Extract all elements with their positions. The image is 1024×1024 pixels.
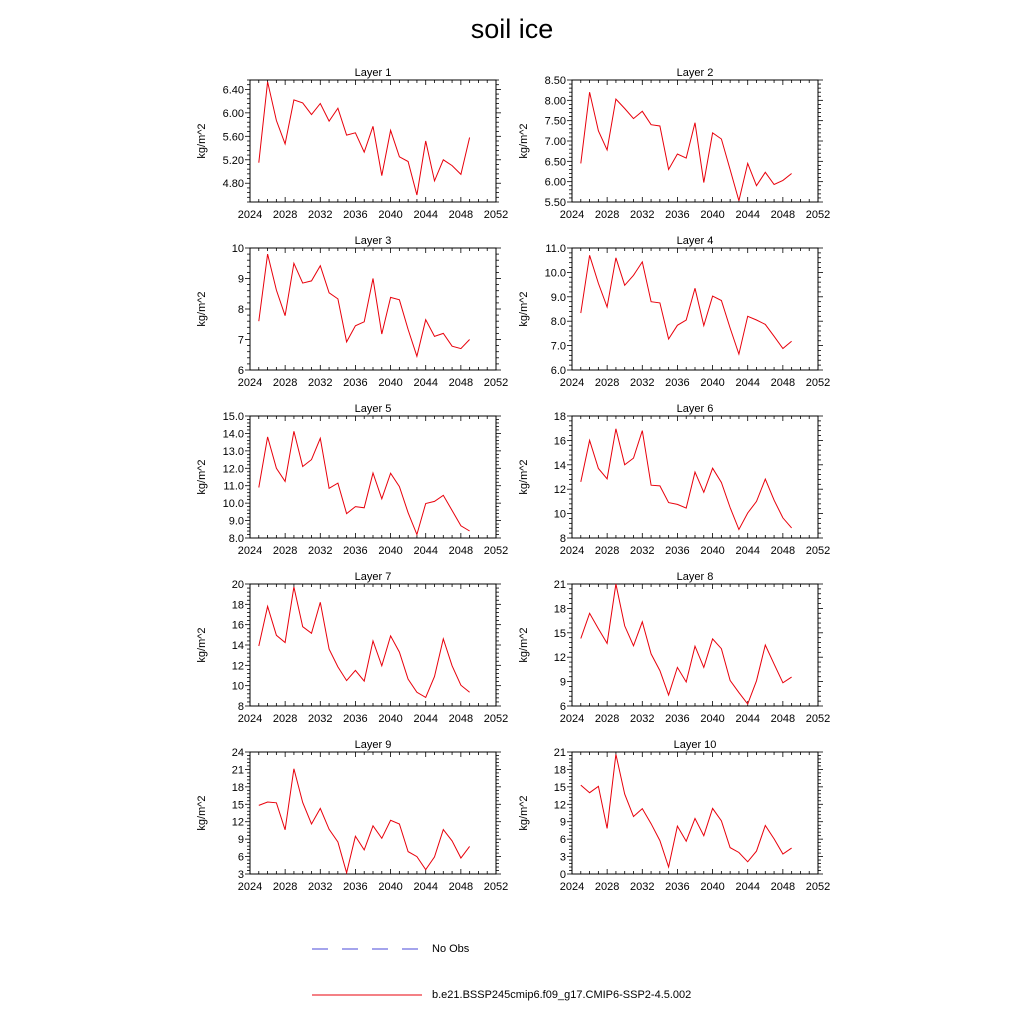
x-tick-label: 2028 [594,209,620,221]
x-tick-label: 2048 [770,377,796,389]
x-tick-label: 2024 [237,377,263,389]
y-axis-label: kg/m^2 [518,795,530,831]
y-tick-label: 9.0 [550,291,566,304]
y-tick-label: 8.00 [544,95,566,108]
x-tick-label: 2040 [378,377,403,389]
x-tick-label: 2044 [413,881,438,893]
y-tick-label: 18 [553,603,566,616]
x-tick-label: 2032 [630,713,655,725]
y-tick-label: 21 [553,579,566,591]
x-tick-label: 2028 [594,545,620,557]
x-tick-label: 2044 [413,377,438,389]
y-tick-label: 6.00 [222,107,244,120]
x-tick-label: 2052 [483,209,509,221]
panel-7 [196,571,508,725]
x-tick-label: 2028 [594,713,620,725]
series-line [259,587,470,697]
y-tick-label: 8 [237,304,244,316]
x-tick-label: 2024 [559,713,585,725]
y-axis-label: kg/m^2 [518,123,530,159]
y-axis-label: kg/m^2 [518,291,530,327]
y-tick-label: 10 [553,508,566,521]
x-tick-label: 2052 [483,881,509,893]
panel-title: Layer 10 [673,739,717,751]
y-tick-label: 6 [237,851,244,864]
panel-3 [196,235,508,389]
y-tick-label: 10 [231,243,244,255]
y-tick-label: 7.50 [544,115,566,128]
x-tick-label: 2036 [343,713,368,725]
panel-6 [518,403,830,557]
panel-1 [196,67,508,221]
y-tick-label: 9.0 [228,515,244,528]
y-tick-label: 12 [553,799,566,812]
y-tick-label: 14 [553,459,566,472]
x-tick-label: 2048 [770,545,796,557]
y-axis-label: kg/m^2 [518,459,530,495]
y-tick-label: 3 [237,869,244,881]
plot-frame [250,752,496,874]
panel-10 [518,739,830,893]
legend-obs-label: No Obs [432,943,470,955]
x-tick-label: 2044 [413,545,438,557]
x-tick-label: 2036 [343,209,368,221]
plot-frame [250,416,496,538]
x-tick-label: 2048 [770,713,796,725]
x-tick-label: 2032 [308,377,333,389]
x-tick-label: 2048 [448,881,474,893]
x-tick-label: 2024 [237,209,263,221]
x-tick-label: 2036 [665,377,690,389]
x-tick-label: 2052 [805,545,831,557]
y-tick-label: 12 [553,652,566,665]
panel-4 [518,235,830,389]
y-tick-label: 9 [559,816,566,829]
y-tick-label: 14.0 [222,428,244,441]
panel-title: Layer 3 [354,235,392,247]
y-tick-label: 16 [231,619,244,632]
x-tick-label: 2040 [700,377,725,389]
x-tick-label: 2036 [665,209,690,221]
y-tick-label: 10 [231,680,244,693]
y-tick-label: 24 [231,747,244,759]
x-tick-label: 2032 [630,881,655,893]
x-tick-label: 2040 [378,713,403,725]
y-tick-label: 11.0 [545,243,566,255]
x-tick-label: 2028 [594,881,620,893]
x-tick-label: 2032 [308,545,333,557]
x-tick-label: 2052 [483,545,509,557]
x-tick-label: 2048 [770,209,796,221]
x-tick-label: 2024 [559,545,585,557]
panel-title: Layer 1 [354,67,392,79]
plot-frame [572,416,818,538]
y-tick-label: 12 [231,660,244,673]
x-tick-label: 2028 [272,209,298,221]
y-axis-label: kg/m^2 [196,627,208,663]
panel-2 [518,67,830,221]
x-tick-label: 2040 [378,209,403,221]
x-tick-label: 2044 [735,713,760,725]
y-tick-label: 8.0 [550,316,566,329]
panel-title: Layer 6 [676,403,714,415]
x-tick-label: 2040 [378,881,403,893]
y-tick-label: 15 [231,799,244,812]
y-tick-label: 15 [553,781,566,794]
series-line [581,754,792,867]
y-tick-label: 12.0 [222,463,244,476]
y-axis-label: kg/m^2 [196,123,208,159]
y-tick-label: 20 [231,579,244,591]
y-tick-label: 0 [559,869,566,881]
panel-title: Layer 5 [354,403,392,415]
series-line [581,584,792,704]
x-tick-label: 2044 [735,377,760,389]
series-line [259,769,470,873]
x-tick-label: 2052 [805,881,831,893]
y-tick-label: 10.0 [222,498,244,511]
x-tick-label: 2024 [237,713,263,725]
x-tick-label: 2028 [272,545,298,557]
x-tick-label: 2044 [413,713,438,725]
y-tick-label: 18 [231,781,244,794]
x-tick-label: 2048 [448,545,474,557]
y-tick-label: 6.0 [550,365,566,377]
y-tick-label: 6.00 [544,176,566,189]
x-tick-label: 2052 [483,377,509,389]
x-tick-label: 2040 [700,545,725,557]
y-tick-label: 18 [553,411,566,423]
x-tick-label: 2040 [700,209,725,221]
y-tick-label: 18 [553,764,566,777]
series-line [581,429,792,530]
panel-title: Layer 2 [676,67,714,79]
x-tick-label: 2048 [448,209,474,221]
x-tick-label: 2032 [630,377,655,389]
y-tick-label: 8.0 [228,533,244,545]
x-tick-label: 2028 [272,377,298,389]
y-axis-label: kg/m^2 [196,459,208,495]
y-tick-label: 12 [553,484,566,497]
y-tick-label: 18 [231,599,244,612]
legend-obs-swatch [312,944,422,954]
x-tick-label: 2048 [770,881,796,893]
y-tick-label: 5.60 [222,131,244,144]
y-axis-label: kg/m^2 [518,627,530,663]
panel-title: Layer 8 [676,571,714,583]
x-tick-label: 2036 [665,545,690,557]
x-tick-label: 2028 [272,713,298,725]
y-tick-label: 9 [237,273,244,286]
plot-frame [250,248,496,370]
x-tick-label: 2040 [700,881,725,893]
x-tick-label: 2040 [378,545,403,557]
y-tick-label: 7.00 [544,136,566,148]
x-tick-label: 2024 [559,881,585,893]
legend-model-swatch [312,990,422,1000]
x-tick-label: 2032 [308,713,333,725]
x-tick-label: 2028 [272,881,298,893]
plot-frame [572,248,818,370]
x-tick-label: 2024 [559,209,585,221]
x-tick-label: 2048 [448,713,474,725]
series-line [259,82,470,195]
y-tick-label: 15.0 [222,411,244,423]
x-tick-label: 2024 [559,377,585,389]
y-tick-label: 8 [559,533,566,545]
series-line [259,431,470,534]
x-tick-label: 2036 [665,713,690,725]
panel-title: Layer 4 [676,235,714,247]
x-tick-label: 2036 [665,881,690,893]
panel-title: Layer 7 [354,571,392,583]
x-tick-label: 2040 [700,713,725,725]
y-tick-label: 8.50 [544,75,566,87]
y-tick-label: 7 [237,334,244,347]
y-tick-label: 14 [231,640,244,652]
series-line [581,92,792,201]
y-axis-label: kg/m^2 [196,795,208,831]
plot-frame [250,584,496,706]
y-tick-label: 10.0 [544,267,566,280]
x-tick-label: 2044 [735,209,760,221]
x-tick-label: 2032 [630,545,655,557]
y-axis-label: kg/m^2 [196,291,208,327]
y-tick-label: 5.50 [544,197,566,209]
x-tick-label: 2032 [630,209,655,221]
y-tick-label: 9 [237,834,244,847]
y-tick-label: 15 [553,627,566,640]
x-tick-label: 2044 [735,545,760,557]
x-tick-label: 2032 [308,881,333,893]
panel-5 [196,403,508,557]
panel-title: Layer 9 [354,739,392,751]
x-tick-label: 2032 [308,209,333,221]
plot-frame [250,80,496,202]
x-tick-label: 2024 [237,545,263,557]
y-tick-label: 8 [237,701,244,713]
y-tick-label: 12 [231,816,244,829]
x-tick-label: 2036 [343,377,368,389]
x-tick-label: 2044 [413,209,438,221]
y-tick-label: 21 [231,764,244,777]
x-tick-label: 2052 [805,713,831,725]
series-line [581,255,792,354]
y-tick-label: 13.0 [222,445,244,458]
y-tick-label: 6 [237,365,244,377]
x-tick-label: 2052 [805,377,831,389]
y-tick-label: 16 [553,435,566,448]
y-tick-label: 9 [559,676,566,689]
y-tick-label: 21 [553,747,566,759]
x-tick-label: 2052 [483,713,509,725]
panel-8 [518,571,830,725]
x-tick-label: 2044 [735,881,760,893]
x-tick-label: 2024 [237,881,263,893]
y-tick-label: 4.80 [222,178,244,191]
y-tick-label: 6 [559,834,566,847]
page-title: soil ice [470,14,554,44]
y-tick-label: 7.0 [550,340,566,353]
y-tick-label: 3 [559,851,566,864]
legend-model-label: b.e21.BSSP245cmip6.f09_g17.CMIP6-SSP2-4.5.002 [432,989,692,1001]
y-tick-label: 5.20 [222,154,244,167]
y-tick-label: 11.0 [223,480,244,493]
y-tick-label: 6.50 [544,156,566,169]
x-tick-label: 2048 [448,377,474,389]
panel-9 [196,739,508,893]
x-tick-label: 2036 [343,881,368,893]
x-tick-label: 2036 [343,545,368,557]
x-tick-label: 2028 [594,377,620,389]
series-line [259,254,470,356]
y-tick-label: 6.40 [222,84,244,97]
y-tick-label: 6 [559,701,566,713]
x-tick-label: 2052 [805,209,831,221]
